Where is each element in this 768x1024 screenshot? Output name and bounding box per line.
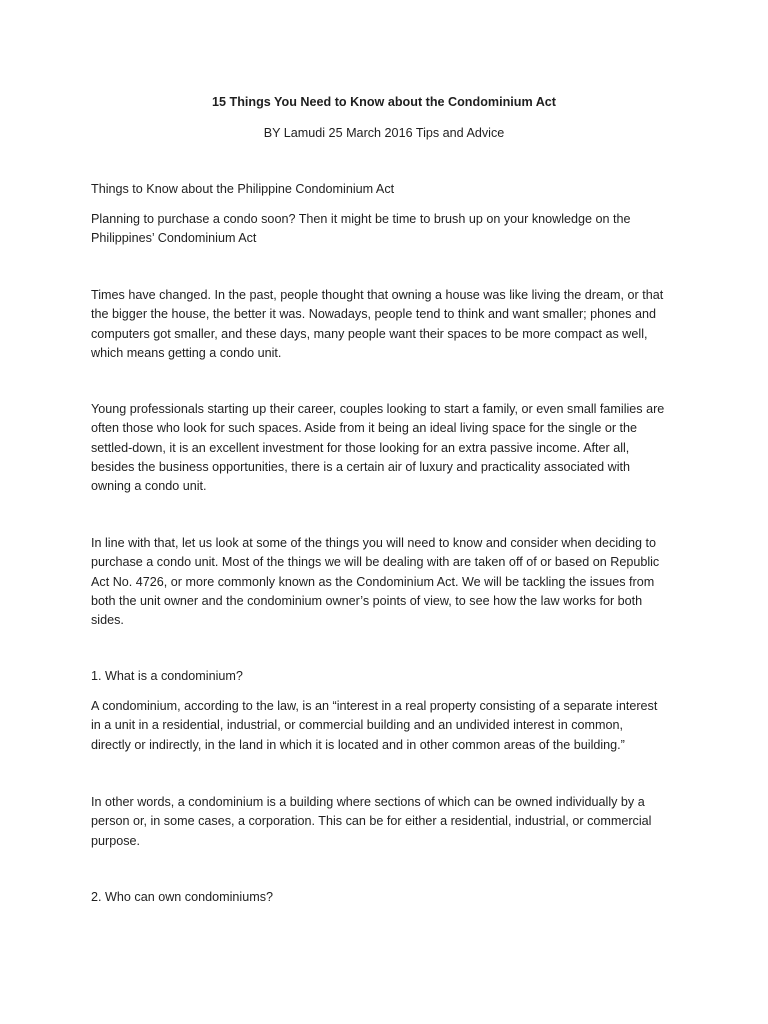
paragraph-3 (91, 534, 691, 630)
intro-paragraph (91, 210, 691, 249)
paragraph-line: In line with that, let us look at some of the things you will need to know and consider when deciding to (91, 536, 656, 550)
paragraph-line: directly or indirectly, in the land in which it is located and in other common areas of the building.” (91, 737, 625, 752)
paragraph-line: settled-down, it is an excellent investment for those looking for an extra passive income. After all, (91, 440, 630, 455)
paragraph-line: Planning to purchase a condo soon? Then it might be time to brush up on your knowledge on the (91, 212, 631, 226)
paragraph-line: Young professionals starting up their career, couples looking to start a family, or even small families are (91, 402, 665, 416)
document-title: 15 Things You Need to Know about the Condominium Act (212, 95, 556, 109)
paragraph-line: the bigger the house, the better it was. Nowadays, people tend to think and want smaller; phones and (91, 307, 656, 322)
paragraph-line: Philippines’ Condominium Act (91, 231, 257, 246)
paragraph-line: often those who look for such spaces. Aside from it being an ideal living space for the single or the (91, 421, 638, 436)
paragraph-line: in a unit in a residential, industrial, or commercial building and an undivided interest in common, (91, 718, 624, 733)
paragraph-line: sides. (91, 613, 124, 628)
paragraph-1 (91, 286, 691, 363)
paragraph-line: Act No. 4726, or more commonly known as the Condominium Act. We will be tackling the issues from (91, 574, 655, 589)
paragraph-5 (91, 793, 691, 851)
section-heading-1: 1. What is a condominium? (91, 669, 243, 683)
paragraph-line: person or, in some cases, a corporation. This can be for either a residential, industrial, or commercial (91, 814, 652, 829)
paragraph-line: both the unit owner and the condominium owner’s points of view, to see how the law works for both (91, 593, 643, 608)
paragraph-line: A condominium, according to the law, is an “interest in a real property consisting of a separate interest (91, 699, 658, 713)
paragraph-line: purpose. (91, 833, 141, 848)
paragraph-2 (91, 400, 691, 496)
document-byline: BY Lamudi 25 March 2016 Tips and Advice (263, 126, 505, 140)
paragraph-line: purchase a condo unit. Most of the things we will be dealing with are taken off of or based on Republic (91, 555, 660, 570)
paragraph-line: Times have changed. In the past, people thought that owning a house was like living the dream, or that (91, 288, 664, 302)
paragraph-4 (91, 697, 691, 755)
paragraph-line: In other words, a condominium is a building where sections of which can be owned individually by a (91, 795, 645, 809)
paragraph-line: owning a condo unit. (91, 479, 207, 494)
section-heading-2: 2. Who can own condominiums? (91, 890, 274, 904)
paragraph-line: computers got smaller, and these days, many people want their spaces to be more compact as well, (91, 326, 648, 341)
paragraph-line: which means getting a condo unit. (91, 345, 282, 360)
paragraph-line: besides the business opportunities, there is a certain air of luxury and practicality associated with (91, 459, 631, 474)
subheading: Things to Know about the Philippine Condominium Act (91, 182, 395, 196)
